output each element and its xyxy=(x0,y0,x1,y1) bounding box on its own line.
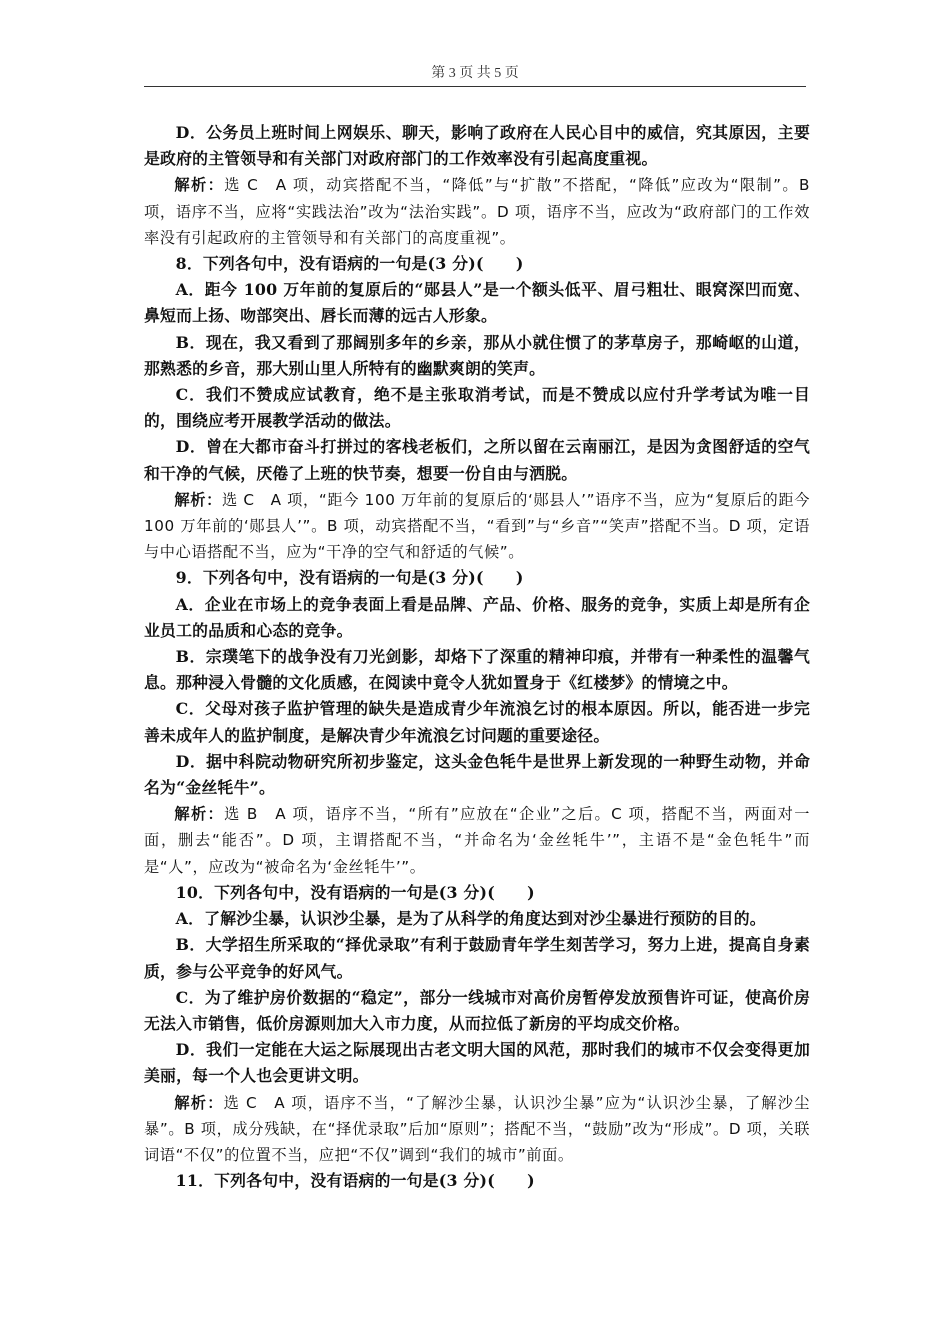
analysis-label: 解析： xyxy=(174,490,223,509)
option-paragraph xyxy=(144,932,810,984)
option-paragraph xyxy=(144,696,810,748)
paragraph-text: 9．下列各句中，没有语病的一句是(3 分)( ) xyxy=(175,568,524,588)
option-paragraph xyxy=(144,644,810,696)
page-header xyxy=(144,64,806,87)
option-paragraph xyxy=(144,434,810,486)
page-number-label: 第 3 页 共 5 页 xyxy=(431,66,519,81)
paragraph-text: 10．下列各句中，没有语病的一句是(3 分)( ) xyxy=(175,882,535,902)
paragraph-text: A．了解沙尘暴，认识沙尘暴，是为了从科学的角度达到对沙尘暴进行预防的目的。 xyxy=(175,909,766,929)
option-paragraph xyxy=(144,749,810,801)
option-paragraph xyxy=(144,382,810,434)
paragraph-text: B．现在，我又看到了那阔别多年的乡亲，那从小就住惯了的茅草房子，那崎岖的山道，那熟悉的乡音，那大别山里人所特有的幽默爽朗的笑声。 xyxy=(144,332,810,378)
option-paragraph xyxy=(144,592,810,644)
option-paragraph xyxy=(144,120,810,172)
paragraph-text: D．我们一定能在大运之际展现出古老文明大国的风范，那时我们的城市不仅会变得更加美丽，每一个人也会更讲文明。 xyxy=(144,1040,810,1086)
option-paragraph xyxy=(144,985,810,1037)
question-paragraph xyxy=(144,565,810,591)
paragraph-text: D．曾在大都市奋斗打拼过的客栈老板们，之所以留在云南丽江，是因为贪图舒适的空气和干净的气候，厌倦了上班的快节奏，想要一份自由与洒脱。 xyxy=(144,437,810,483)
analysis-paragraph xyxy=(144,1090,810,1169)
option-paragraph xyxy=(144,330,810,382)
option-paragraph xyxy=(144,906,810,932)
question-paragraph xyxy=(144,251,810,277)
paragraph-text: C．我们不赞成应试教育，绝不是主张取消考试，而是不赞成以应付升学考试为唯一目的，围绕应考开展教学活动的做法。 xyxy=(144,385,810,431)
analysis-label: 解析： xyxy=(174,176,225,195)
paragraph-text: 8．下列各句中，没有语病的一句是(3 分)( ) xyxy=(175,254,524,274)
paragraph-text: C．为了维护房价数据的“稳定”，部分一线城市对高价房暂停发放预售许可证，使高价房无法入市销售，低价房源则加大入市力度，从而拉低了新房的平均成交价格。 xyxy=(144,987,810,1033)
paragraph-text: D．据中科院动物研究所初步鉴定，这头金色牦牛是世界上新发现的一种野生动物，并命名为“金丝牦牛”。 xyxy=(144,751,810,798)
paragraph-text: 选 C A 项，“距今 100 万年前的复原后的‘郧县人’”语序不当，应为“复原后的距今 100 万年前的‘郧县人’”。B 项，动宾搭配不当，“看到”与“乡音”“笑声”搭配不当。D 项，定语与中心语搭配不当，应为“干净的空气和舒适的气候”。 xyxy=(144,490,810,562)
question-paragraph xyxy=(144,880,810,906)
paragraph-text: D．公务员上班时间上网娱乐、聊天，影响了政府在人民心目中的威信，究其原因，主要是政府的主管领导和有关部门对政府部门的工作效率没有引起高度重视。 xyxy=(144,123,810,169)
analysis-paragraph xyxy=(144,172,810,251)
paragraph-text: 选 C A 项，动宾搭配不当，“降低”与“扩散”不搭配，“降低”应改为“限制”。B 项，语序不当，应将“实践法治”改为“法治实践”。D 项，语序不当，应改为“政府部门的工作效率没有引起政府的主管领导和有关部门的高度重视”。 xyxy=(144,176,810,247)
paragraph-text: B．宗璞笔下的战争没有刀光剑影，却烙下了深重的精神印痕，并带有一种柔性的温馨气息。那种浸入骨髓的文化质感，在阅读中竟令人犹如置身于《红楼梦》的情境之中。 xyxy=(144,647,810,693)
paragraph-text: C．父母对孩子监护管理的缺失是造成青少年流浪乞讨的根本原因。所以，能否进一步完善未成年人的监护制度，是解决青少年流浪乞讨问题的重要途径。 xyxy=(144,699,810,745)
analysis-label: 解析： xyxy=(174,805,225,824)
paragraph-text: 11．下列各句中，没有语病的一句是(3 分)( ) xyxy=(175,1171,535,1191)
paragraph-text: 选 B A 项，语序不当，“所有”应放在“企业”之后。C 项，搭配不当，两面对一面，删去“能否”。D 项，主谓搭配不当，“并命名为‘金丝牦牛’”，主语不是“金色牦牛”而是“人”，应改为“被命名为‘金丝牦牛’”。 xyxy=(144,805,810,876)
option-paragraph xyxy=(144,1037,810,1089)
option-paragraph xyxy=(144,277,810,329)
paragraph-text: A．距今 100 万年前的复原后的“郧县人”是一个额头低平、眉弓粗壮、眼窝深凹而宽、鼻短而上扬、吻部突出、唇长而薄的远古人形象。 xyxy=(144,280,810,326)
analysis-paragraph xyxy=(144,487,810,566)
paragraph-text: 选 C A 项，语序不当，“了解沙尘暴，认识沙尘暴”应为“认识沙尘暴，了解沙尘暴”。B 项，成分残缺，在“择优录取”后加“原则”；搭配不当，“鼓励”改为“形成”。D 项，关联词语“不仅”的位置不当，应把“不仅”调到“我们的城市”前面。 xyxy=(144,1093,810,1164)
paragraph-text: A．企业在市场上的竞争表面上看是品牌、产品、价格、服务的竞争，实质上却是所有企业员工的品质和心态的竞争。 xyxy=(144,594,810,640)
paragraph-text: B．大学招生所采取的“择优录取”有利于鼓励青年学生刻苦学习，努力上进，提高自身素质，参与公平竞争的好风气。 xyxy=(144,935,810,981)
analysis-paragraph xyxy=(144,801,810,880)
document-body xyxy=(144,120,810,1194)
question-paragraph xyxy=(144,1168,810,1194)
analysis-label: 解析： xyxy=(174,1093,224,1112)
